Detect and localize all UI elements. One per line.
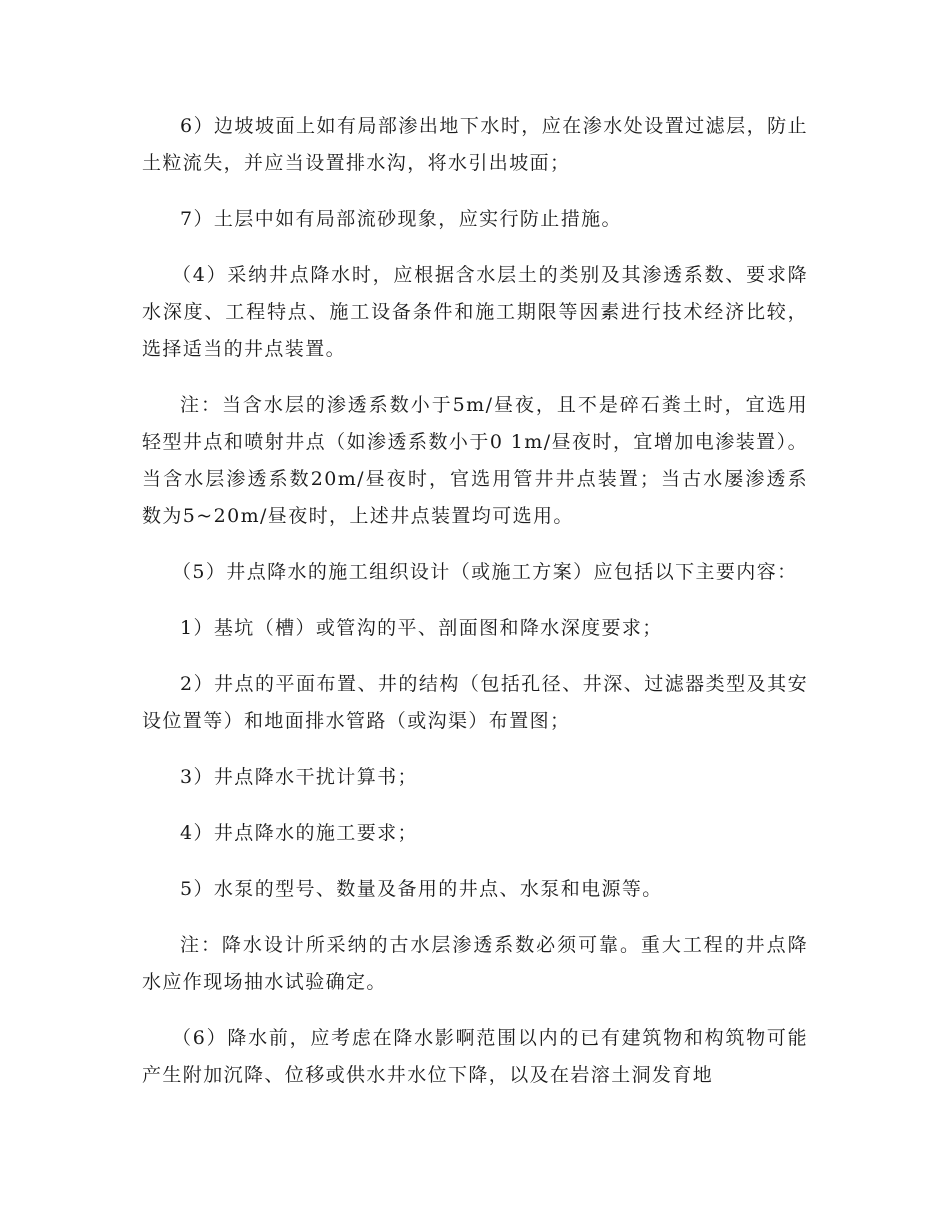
paragraph-item-3: 3）井点降水干扰计算书； <box>180 766 418 788</box>
paragraph-item-7: 7）土层中如有局部流砂现象，应实行防止措施。 <box>180 208 622 230</box>
paragraph-section-4: （4）采纳井点降水时，应根据含水层土的类别及其渗透系数、要求降水深度、工程特点、施工设备条件和施工期限等因素进行技术经济比较，选择适当的井点装置。 <box>142 264 808 360</box>
paragraph-item-5: 5）水泵的型号、数量及备用的井点、水泵和电源等。 <box>180 878 663 900</box>
paragraph-section-6: （6）降水前，应考虑在降水影啊范围以内的已有建筑物和构筑物可能产生附加沉降、位移或供水井水位下降，以及在岩溶土洞发育地 <box>142 1027 808 1086</box>
paragraph-note-reliability: 注：降水设计所采纳的古水层渗透系数必须可靠。重大工程的井点降水应作现场抽水试验确定。 <box>142 934 808 993</box>
paragraph-item-6: 6）边坡坡面上如有局部渗出地下水时，应在渗水处设置过滤层，防止土粒流失，并应当设置排水沟，将水引出坡面； <box>142 115 808 174</box>
paragraph-item-4: 4）井点降水的施工要求； <box>180 822 418 844</box>
paragraph-note-permeability: 注：当含水层的渗透系数小于5m/昼夜，且不是碎石粪土时，宜选用轻型井点和喷射井点（如渗透系数小于0 1m/昼夜时，宜增加电渗装置）。当含水层渗透系数20m/昼夜时，官选用管井井点装置；当古水屡渗透系数为5~20m/昼夜时，上述井点装置均可选用。 <box>142 394 808 527</box>
document-body <box>142 108 808 1113</box>
paragraph-section-5: （5）井点降水的施工组织设计（或施工方案）应包括以下主要内容： <box>172 561 798 583</box>
paragraph-item-2: 2）井点的平面布置、井的结构（包括孔径、井深、过滤器类型及其安设位置等）和地面排水管路（或沟渠）布置图； <box>142 673 808 732</box>
paragraph-item-1: 1）基坑（槽）或管沟的平、剖面图和降水深度要求； <box>180 617 663 639</box>
